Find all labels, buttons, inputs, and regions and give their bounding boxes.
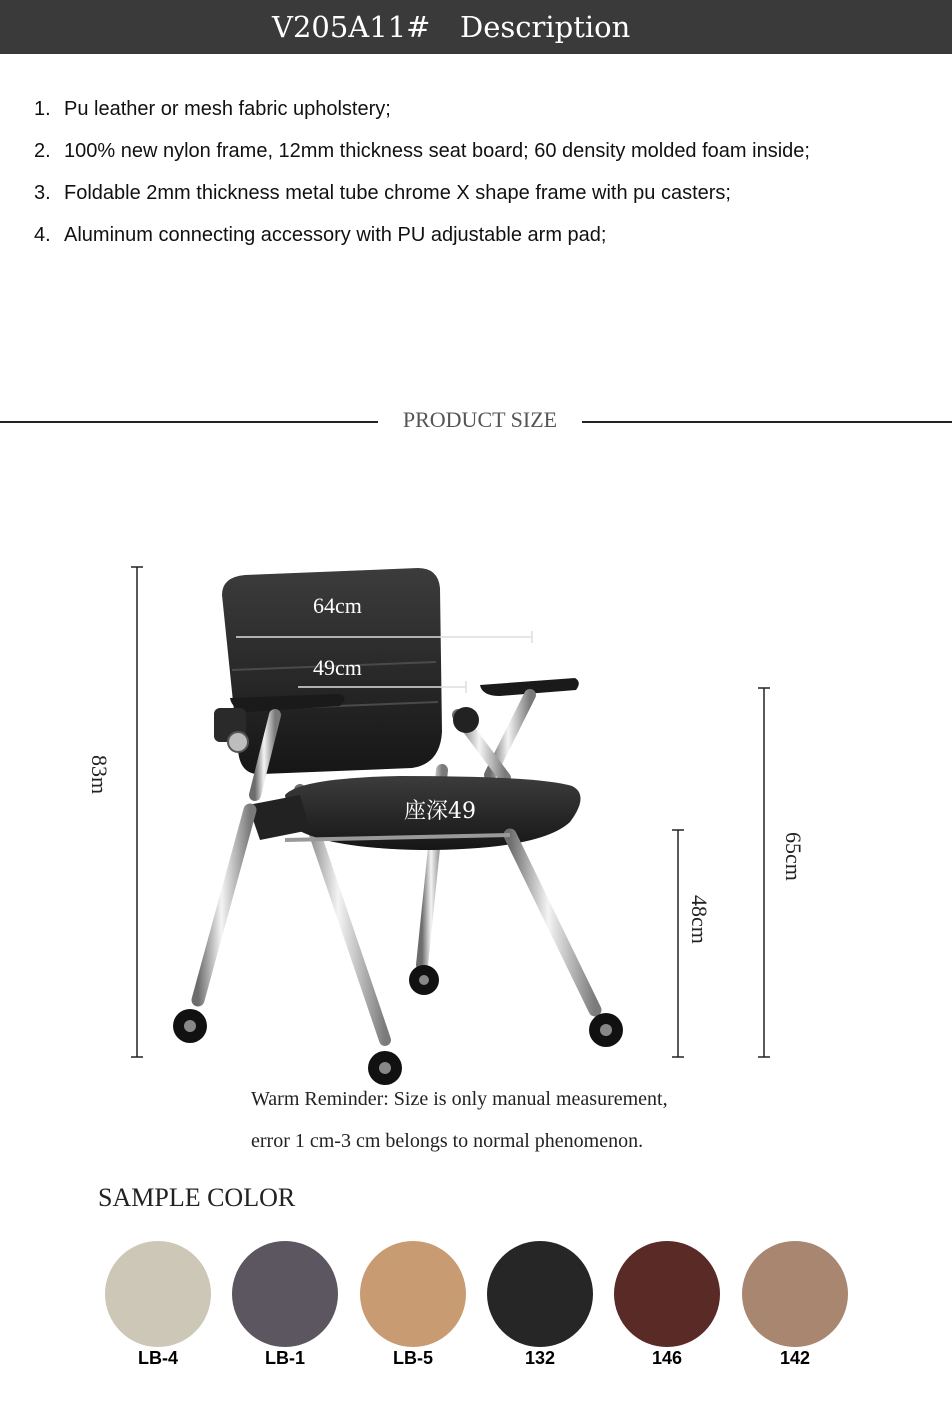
spec-item (34, 172, 934, 214)
spec-text: Pu leather or mesh fabric upholstery; (64, 98, 391, 120)
swatch-132 (485, 1241, 595, 1347)
color-swatch (105, 1241, 211, 1347)
spec-list (34, 88, 934, 256)
dim-label-seat-depth: 座深49 (404, 799, 476, 824)
armrest-right (453, 678, 579, 778)
swatch-142 (740, 1241, 850, 1347)
swatch-label: LB-4 (138, 1348, 178, 1368)
color-swatch (360, 1241, 466, 1347)
swatch-label: 132 (524, 1348, 556, 1368)
divider-right (582, 421, 952, 423)
dim-label-width-back: 64cm (313, 593, 362, 618)
color-swatch (742, 1241, 848, 1347)
dim-line-arm-height (758, 688, 770, 1057)
dim-label-width-seat: 49cm (313, 655, 362, 680)
title-bar (0, 0, 952, 54)
dim-line-seat-height (672, 830, 684, 1057)
dim-label-arm-height: 65cm (781, 832, 806, 881)
model-number: V205A11# (272, 10, 431, 44)
swatch-lb-5 (358, 1241, 468, 1347)
spec-item (34, 88, 934, 130)
dim-label-total-height: 83m (87, 755, 112, 795)
swatch-label: 142 (779, 1348, 811, 1368)
swatch-146 (612, 1241, 722, 1347)
description-heading: Description (460, 10, 631, 44)
spec-number: 2. (34, 140, 51, 162)
reminder-line-1: Warm Reminder: Size is only manual measurement, (251, 1088, 668, 1110)
product-size-title: PRODUCT SIZE (402, 407, 558, 432)
spec-item (34, 214, 934, 256)
chair-dimension-diagram (0, 550, 952, 1110)
swatch-lb-1 (230, 1241, 340, 1347)
dim-label-seat-height: 48cm (687, 895, 712, 944)
divider-left (0, 421, 378, 423)
swatch-lb-4 (103, 1241, 213, 1347)
spec-number: 3. (34, 182, 51, 204)
swatch-label: 146 (651, 1348, 683, 1368)
color-swatch (614, 1241, 720, 1347)
dim-line-total-height (131, 567, 143, 1057)
spec-number: 1. (34, 98, 51, 120)
sample-color-title: SAMPLE COLOR (98, 1183, 296, 1212)
spec-text: Foldable 2mm thickness metal tube chrome X shape frame with pu casters; (64, 182, 731, 204)
spec-text: Aluminum connecting accessory with PU adjustable arm pad; (64, 224, 607, 246)
color-swatch (487, 1241, 593, 1347)
swatch-label: LB-1 (265, 1348, 305, 1368)
swatch-label: LB-5 (393, 1348, 433, 1368)
color-swatch (232, 1241, 338, 1347)
casters (173, 965, 623, 1085)
reminder-line-2: error 1 cm-3 cm belongs to normal phenomenon. (251, 1130, 644, 1152)
spec-text: 100% new nylon frame, 12mm thickness seat board; 60 density molded foam inside; (64, 140, 810, 162)
spec-item (34, 130, 934, 172)
spec-number: 4. (34, 224, 51, 246)
chair-illustration (0, 550, 952, 1110)
